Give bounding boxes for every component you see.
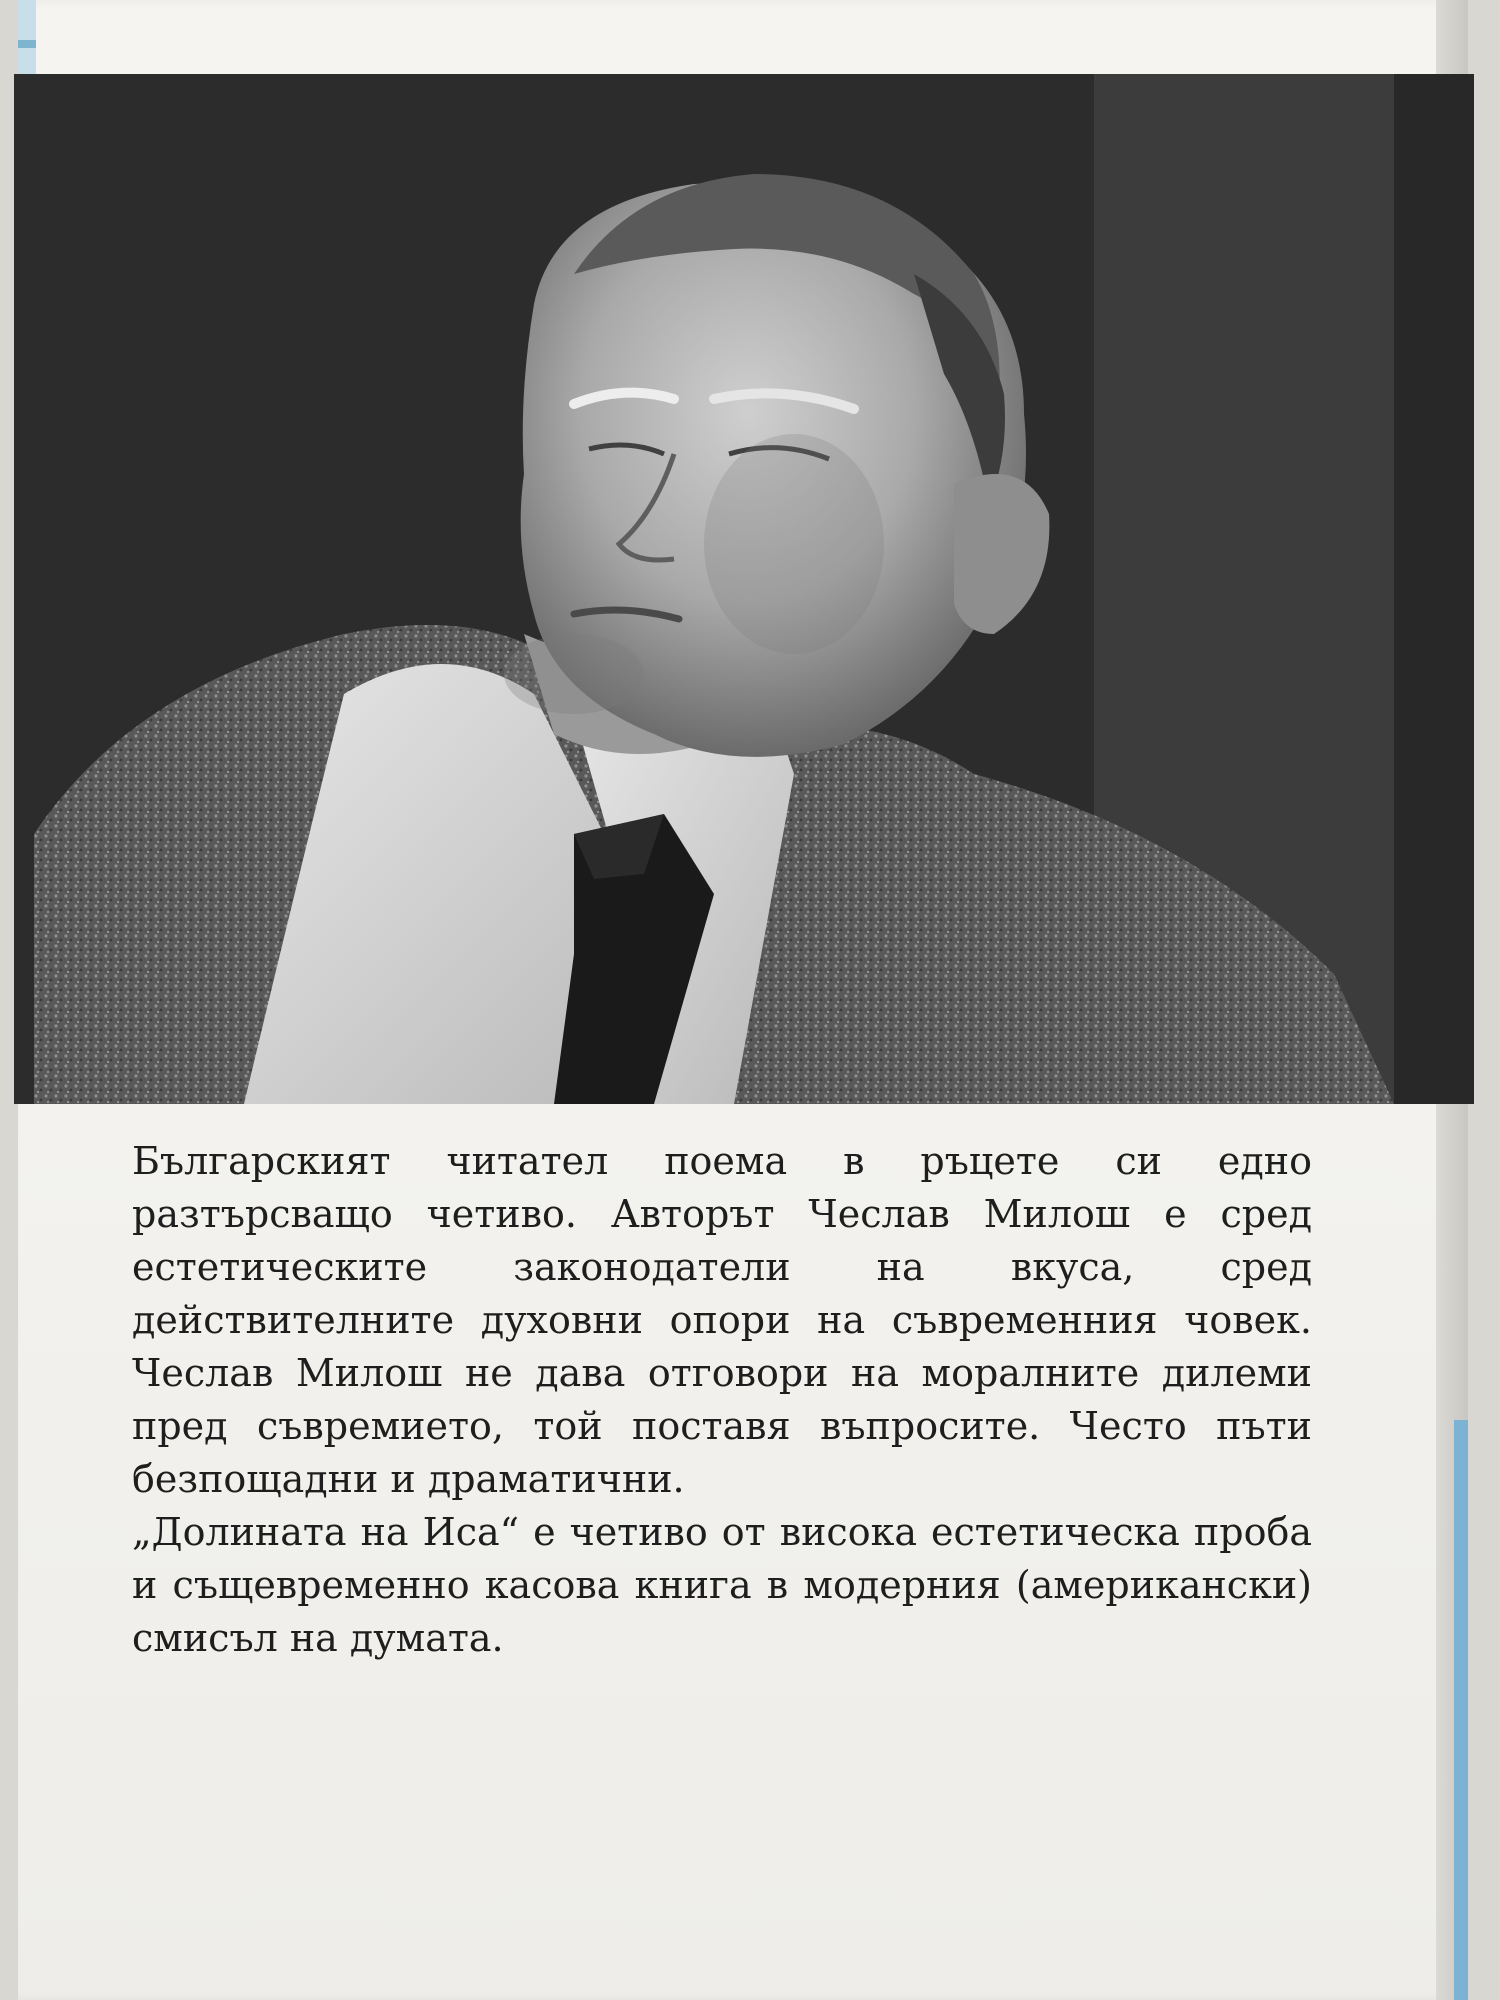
back-cover-description (132, 1135, 1312, 1665)
right-blue-edge (1454, 1420, 1468, 2000)
description-paragraph-2: „Долината на Иса“ е четиво от висока естетическа проба и същевременно касова книга в модерния (американски) смисъл на думата. (132, 1510, 1312, 1660)
author-portrait-photo (14, 74, 1474, 1104)
description-paragraph-1: Българският читател поема в ръцете си едно разтърсващо четиво. Авторът Чеслав Милош е сред естетическите законодатели на вкуса, сред действителните духовни опори на съвременния човек. Чеслав Милош не дава отговори на моралните дилеми пред съвремието, той поставя въпросите. Често пъти безпощадни и драматични. (132, 1139, 1312, 1501)
portrait-illustration (14, 74, 1474, 1104)
